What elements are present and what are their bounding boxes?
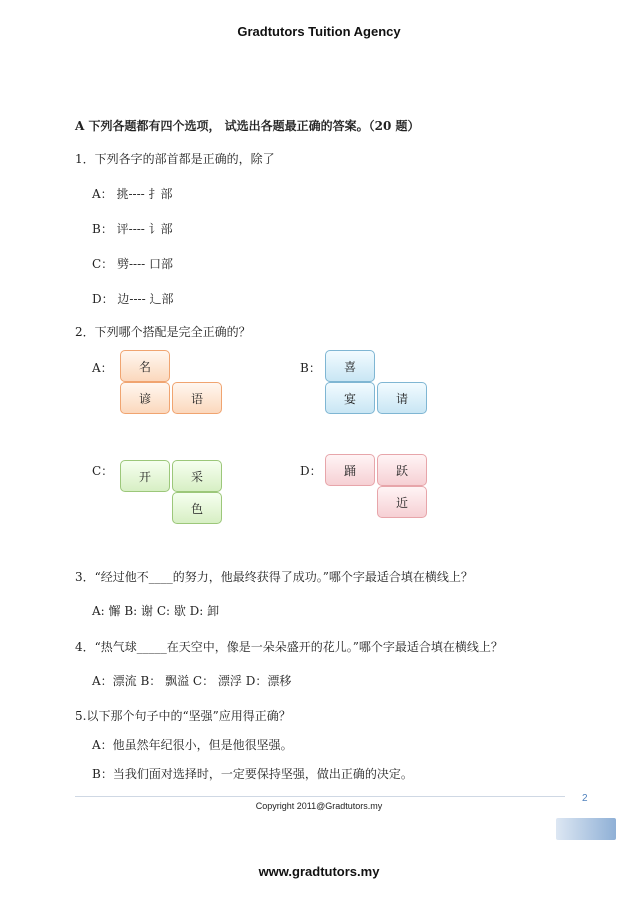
q1-option-a: A： 挑---- 扌部: [92, 187, 173, 201]
q2-b-box-3: 请: [377, 382, 427, 414]
q2-c-box-2: 采: [172, 460, 222, 492]
q2-d-box-3: 近: [377, 486, 427, 518]
q2-label-a: A：: [92, 361, 113, 375]
q2-a-box-1: 名: [120, 350, 170, 382]
q2-b-box-2: 宴: [325, 382, 375, 414]
q2-label-c: C：: [92, 464, 114, 478]
q2-b-box-1: 喜: [325, 350, 375, 382]
q2-c-box-3: 色: [172, 492, 222, 524]
q1-option-b: B： 评---- 讠部: [92, 222, 173, 236]
q1-stem: 1．下列各字的部首都是正确的，除了: [75, 152, 275, 166]
agency-header: Gradtutors Tuition Agency: [237, 24, 401, 39]
q2-c-box-1: 开: [120, 460, 170, 492]
q2-label-d: D：: [300, 464, 322, 478]
q2-label-b: B：: [300, 361, 321, 375]
page-number: 2: [582, 793, 588, 804]
q3-options: A: 懈 B: 谢 C: 歇 D: 卸: [92, 604, 220, 618]
q4-stem: 4．“热气球_____在天空中，像是一朵朵盛开的花儿。”哪个字最适合填在横线上？: [75, 640, 503, 654]
q2-a-box-2: 谚: [120, 382, 170, 414]
q2-a-box-3: 语: [172, 382, 222, 414]
page-tab-decoration: [556, 818, 616, 840]
footer-divider: [75, 796, 565, 797]
q2-d-box-2: 跃: [377, 454, 427, 486]
q1-option-c: C： 劈---- 口部: [92, 257, 174, 271]
q2-d-box-1: 踊: [325, 454, 375, 486]
q5-option-a: A：他虽然年纪很小，但是他很坚强。: [92, 738, 293, 752]
q5-stem: 5.以下那个句子中的“坚强”应用得正确？: [75, 709, 291, 723]
q3-stem: 3．“经过他不____的努力，他最终获得了成功。”哪个字最适合填在横线上？: [75, 570, 473, 584]
q2-stem: 2．下列哪个搭配是完全正确的？: [75, 325, 251, 339]
q5-option-b: B：当我们面对选择时，一定要保持坚强，做出正确的决定。: [92, 767, 413, 781]
copyright-text: Copyright 2011@Gradtutors.my: [255, 801, 383, 811]
section-title: A 下列各题都有四个选项， 试选出各题最正确的答案。（20 题）: [75, 119, 420, 133]
q1-option-d: D： 边---- 辶部: [92, 292, 174, 306]
website-url: www.gradtutors.my: [258, 864, 380, 879]
q4-options: A：漂流 B： 飘溢 C： 漂浮 D：漂移: [92, 674, 292, 688]
